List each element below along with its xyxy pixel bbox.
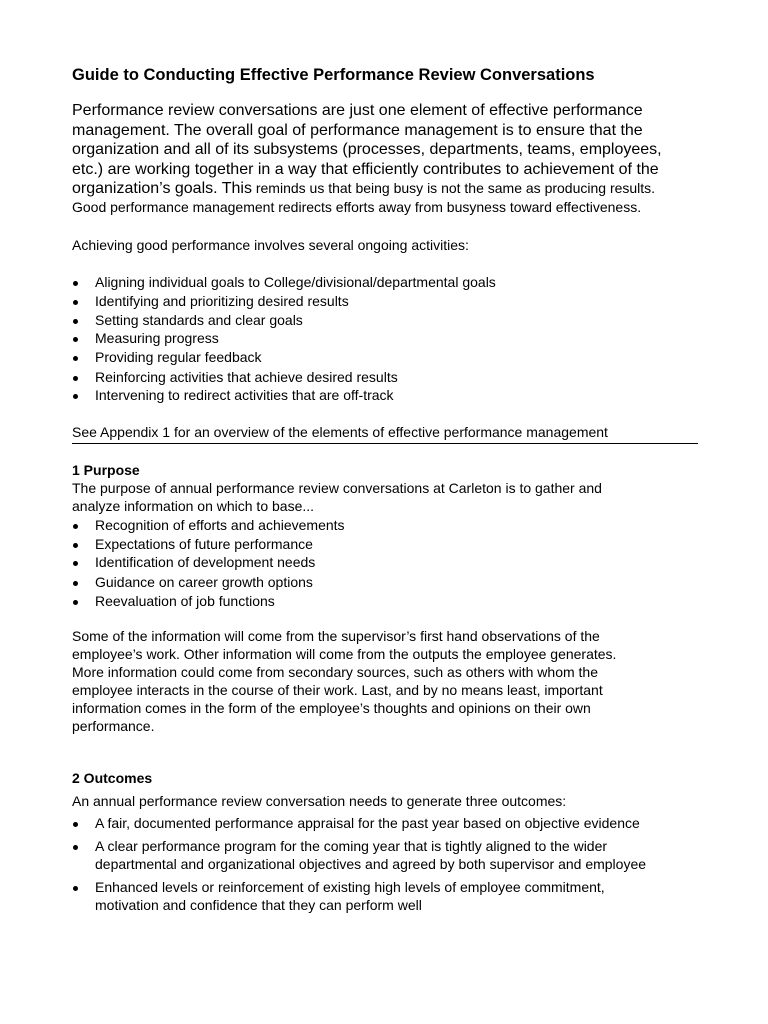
intro-line <box>72 179 655 198</box>
intro-line-end: reminds us that being busy is not the same as producing results. <box>251 180 656 196</box>
activity-item: Providing regular feedback <box>95 349 262 365</box>
bullet-marker <box>73 524 78 529</box>
paragraph-line: employee interacts in the course of their work. Last, and by no means least, important <box>72 682 603 698</box>
section-lead: An annual performance review conversation needs to generate three outcomes: <box>72 793 567 809</box>
paragraph-line: performance. <box>72 718 155 734</box>
section-line: analyze information on which to base... <box>72 498 315 514</box>
intro-line-start: organization’s goals. This <box>72 180 252 197</box>
outcome-item-continued: departmental and organizational objectives and agreed by both supervisor and employee <box>95 856 647 872</box>
intro-line: etc.) are working together in a way that efficiently contributes to achievement of the <box>72 161 659 178</box>
intro-line: management. The overall goal of performance management is to ensure that the <box>72 122 643 139</box>
section-line: The purpose of annual performance review conversations at Carleton is to gather and <box>72 480 602 496</box>
bullet-marker <box>73 319 78 324</box>
intro-line: Performance review conversations are just one element of effective performance <box>72 102 643 119</box>
activity-item: Identifying and prioritizing desired results <box>95 293 349 309</box>
bullet-marker <box>73 561 78 566</box>
page-title: Guide to Conducting Effective Performance Review Conversations <box>72 66 595 84</box>
purpose-item: Guidance on career growth options <box>95 574 313 590</box>
paragraph-line: employee’s work. Other information will come from the outputs the employee generates. <box>72 646 617 662</box>
activity-item: Reinforcing activities that achieve desired results <box>95 369 398 385</box>
purpose-item: Expectations of future performance <box>95 536 313 552</box>
bullet-marker <box>73 337 78 342</box>
appendix-note: See Appendix 1 for an overview of the elements of effective performance management <box>72 424 608 440</box>
paragraph-line: More information could come from secondary sources, such as others with whom the <box>72 664 599 680</box>
intro-line: Good performance management redirects efforts away from busyness toward effectiveness. <box>72 199 642 215</box>
section-heading: 2 Outcomes <box>72 770 153 786</box>
bullet-marker <box>73 543 78 548</box>
bullet-marker <box>73 600 78 605</box>
purpose-item: Recognition of efforts and achievements <box>95 517 345 533</box>
activity-item: Intervening to redirect activities that are off-track <box>95 387 394 403</box>
purpose-item: Identification of development needs <box>95 554 316 570</box>
activities-lead: Achieving good performance involves several ongoing activities: <box>72 237 469 253</box>
activity-item: Setting standards and clear goals <box>95 312 303 328</box>
activity-item: Aligning individual goals to College/divisional/departmental goals <box>95 274 496 290</box>
purpose-item: Reevaluation of job functions <box>95 593 275 609</box>
bullet-marker <box>73 300 78 305</box>
outcome-item: A fair, documented performance appraisal for the past year based on objective evidence <box>95 815 640 831</box>
bullet-marker <box>73 281 78 286</box>
intro-line: organization and all of its subsystems (processes, departments, teams, employees, <box>72 141 662 158</box>
section-heading: 1 Purpose <box>72 462 140 478</box>
bullet-marker <box>73 581 78 586</box>
activity-item: Measuring progress <box>95 330 219 346</box>
outcome-item-continued: motivation and confidence that they can perform well <box>95 897 422 913</box>
outcome-item: A clear performance program for the coming year that is tightly aligned to the wider <box>95 838 608 854</box>
bullet-marker <box>73 822 78 827</box>
paragraph-line: information comes in the form of the employee’s thoughts and opinions on their own <box>72 700 591 716</box>
bullet-marker <box>73 394 78 399</box>
divider <box>72 443 698 444</box>
bullet-marker <box>73 845 78 850</box>
paragraph-line: Some of the information will come from the supervisor’s first hand observations of the <box>72 628 600 644</box>
bullet-marker <box>73 356 78 361</box>
bullet-marker <box>73 886 78 891</box>
outcome-item: Enhanced levels or reinforcement of existing high levels of employee commitment, <box>95 879 605 895</box>
bullet-marker <box>73 376 78 381</box>
